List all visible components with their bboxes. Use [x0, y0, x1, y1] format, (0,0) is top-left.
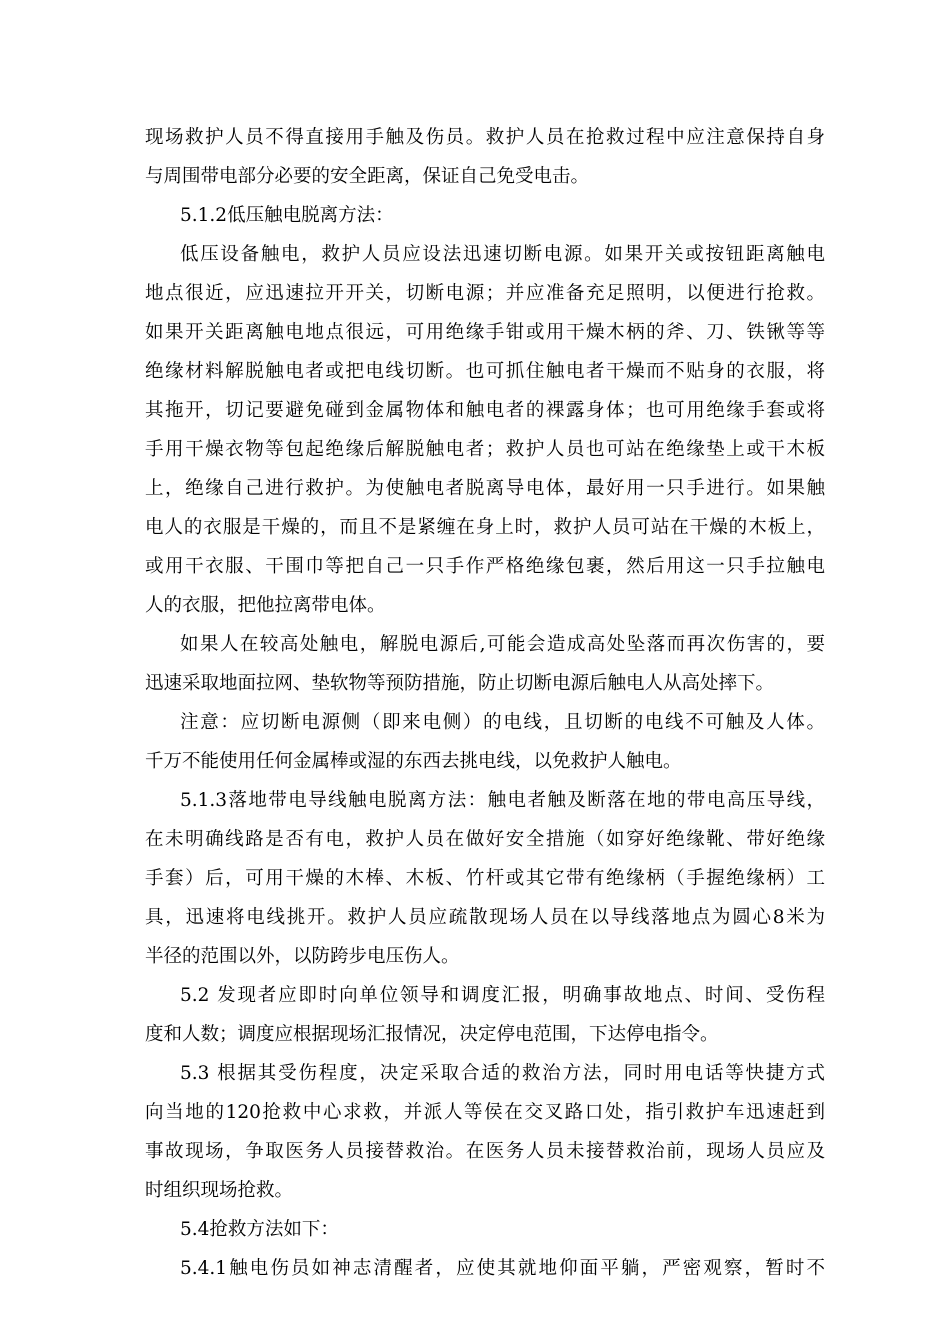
text-line: 向当地的120抢救中心求救，并派人等侯在交叉路口处，指引救护车迅速赶到 — [145, 1102, 825, 1123]
section-heading: 5.1.3落地带电导线触电脱离方法：触电者触及断落在地的带电高压导线， — [180, 790, 825, 811]
text-line: 或用干衣服、干围巾等把自己一只手作严格绝缘包裹，然后用这一只手拉触电 — [145, 556, 825, 577]
section-heading: 5.1.2低压触电脱离方法： — [180, 205, 394, 226]
text-line: 绝缘材料解脱触电者或把电线切断。也可抓住触电者干燥而不贴身的衣服，将 — [145, 361, 825, 382]
text-line: 具，迅速将电线挑开。救护人员应疏散现场人员在以导线落地点为圆心8米为 — [145, 907, 825, 928]
text-line: 在未明确线路是否有电，救护人员在做好安全措施（如穿好绝缘靴、带好绝缘 — [145, 829, 825, 850]
text-line: 其拖开，切记要避免碰到金属物体和触电者的裸露身体；也可用绝缘手套或将 — [145, 400, 825, 421]
text-line: 千万不能使用任何金属棒或湿的东西去挑电线，以免救护人触电。 — [145, 751, 682, 772]
section-heading: 5.4抢救方法如下： — [180, 1219, 339, 1240]
text-line: 半径的范围以外，以防跨步电压伤人。 — [145, 946, 460, 967]
text-line: 地点很近，应迅速拉开开关，切断电源；并应准备充足照明，以便进行抢救。 — [145, 283, 825, 304]
section-heading: 5.3 根据其受伤程度，决定采取合适的救治方法，同时用电话等快捷方式 — [180, 1063, 825, 1084]
text-line: 现场救护人员不得直接用手触及伤员。救护人员在抢救过程中应注意保持自身 — [145, 127, 825, 148]
text-line: 与周围带电部分必要的安全距离，保证自己免受电击。 — [145, 166, 590, 187]
text-line: 度和人数；调度应根据现场汇报情况，决定停电范围，下达停电指令。 — [145, 1024, 719, 1045]
text-line: 如果开关距离触电地点很远，可用绝缘手钳或用干燥木柄的斧、刀、铁锹等等 — [145, 322, 825, 343]
text-line: 事故现场，争取医务人员接替救治。在医务人员未接替救治前，现场人员应及 — [145, 1141, 825, 1162]
text-line: 人的衣服，把他拉离带电体。 — [145, 595, 386, 616]
text-line: 迅速采取地面拉网、垫软物等预防措施，防止切断电源后触电人从高处摔下。 — [145, 673, 775, 694]
text-line: 如果人在较高处触电，解脱电源后,可能会造成高处坠落而再次伤害的，要 — [180, 634, 825, 655]
section-heading: 5.4.1触电伤员如神志清醒者，应使其就地仰面平躺，严密观察，暂时不 — [180, 1258, 825, 1279]
text-line: 时组织现场抢救。 — [145, 1180, 294, 1201]
text-line: 电人的衣服是干燥的，而且不是紧缠在身上时，救护人员可站在干燥的木板上， — [145, 517, 825, 538]
text-line: 上，绝缘自己进行救护。为使触电者脱离导电体，最好用一只手进行。如果触 — [145, 478, 825, 499]
text-line: 注意：应切断电源侧（即来电侧）的电线，且切断的电线不可触及人体。 — [180, 712, 825, 733]
text-line: 手套）后，可用干燥的木棒、木板、竹杆或其它带有绝缘柄（手握绝缘柄）工 — [145, 868, 825, 889]
section-heading: 5.2 发现者应即时向单位领导和调度汇报，明确事故地点、时间、受伤程 — [180, 985, 825, 1006]
text-line: 手用干燥衣物等包起绝缘后解脱触电者；救护人员也可站在绝缘垫上或干木板 — [145, 439, 825, 460]
text-line: 低压设备触电，救护人员应设法迅速切断电源。如果开关或按钮距离触电 — [180, 244, 825, 265]
